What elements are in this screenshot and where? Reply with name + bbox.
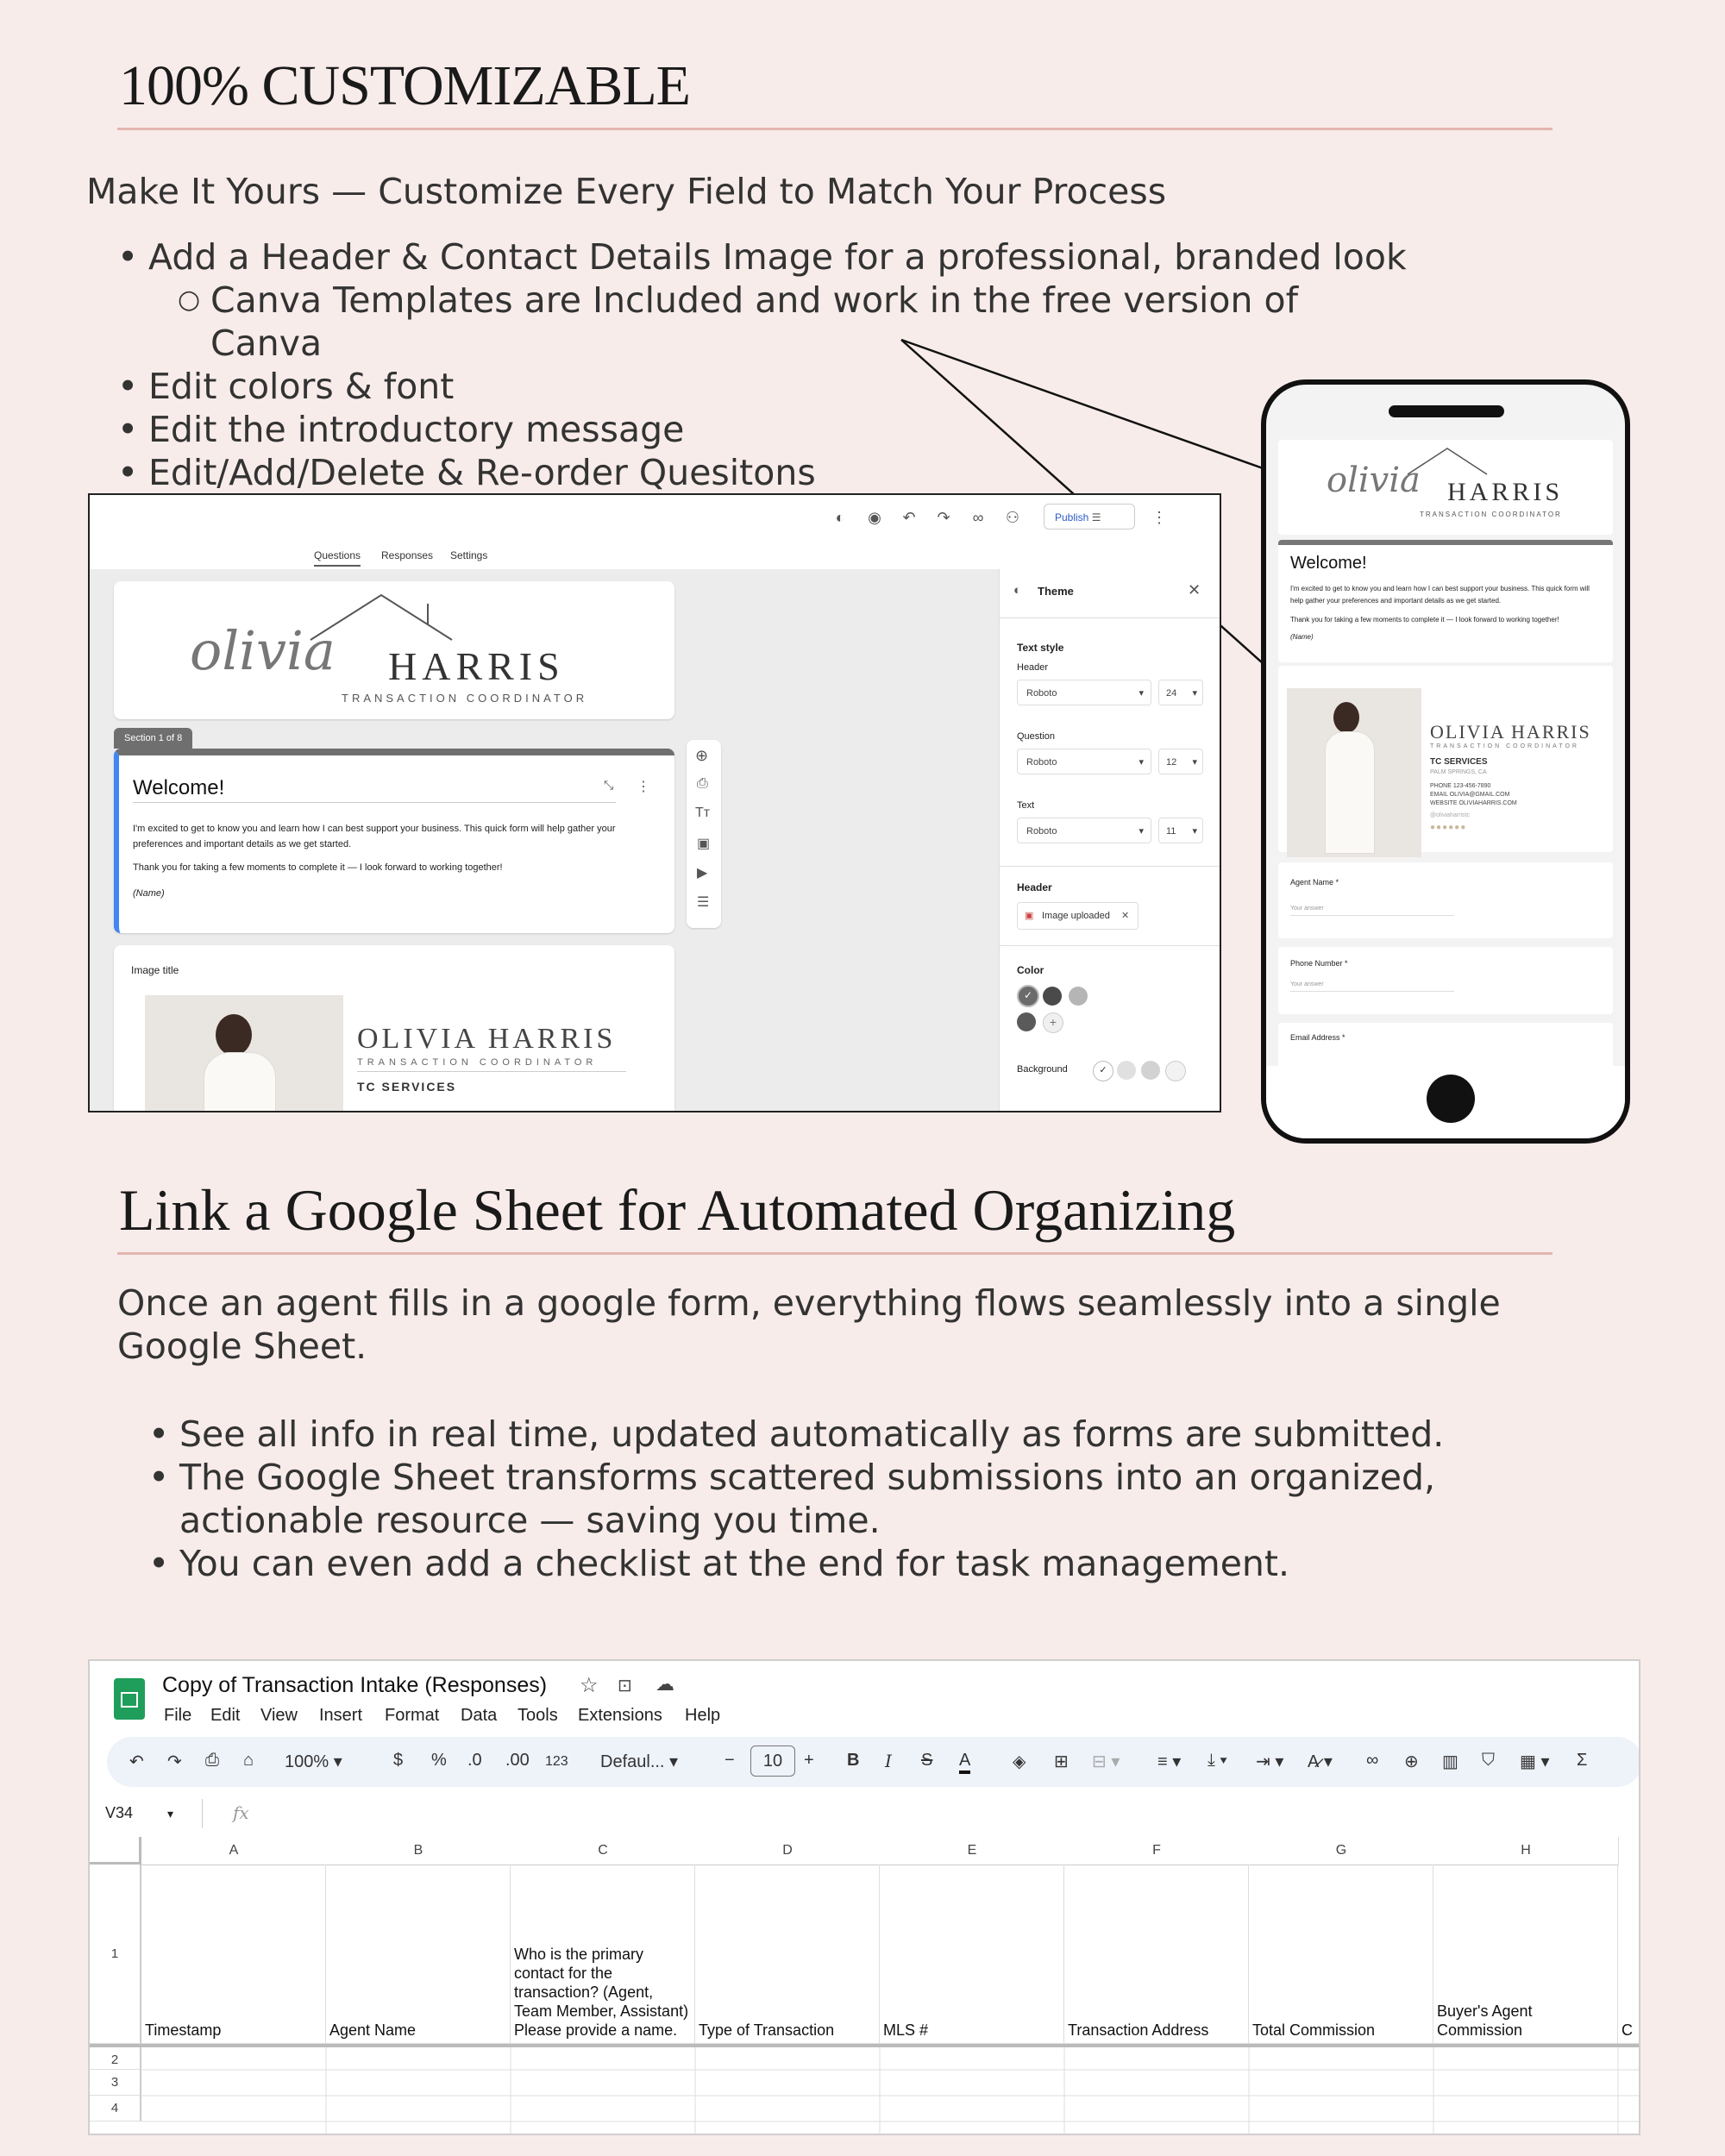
bg-swatch-selected[interactable]: ✓ <box>1093 1061 1113 1081</box>
filter-icon[interactable]: ⛉ <box>1482 1751 1495 1770</box>
logo-tagline: TRANSACTION COORDINATOR <box>342 692 588 705</box>
card-name: OLIVIA HARRIS <box>1430 721 1591 743</box>
card-handle: @oliviaharristc <box>1430 812 1471 818</box>
text-size-select[interactable]: 11 ▾ <box>1158 818 1203 843</box>
section-badge: Section 1 of 8 <box>114 728 192 749</box>
image-uploaded-chip[interactable]: ▣ Image uploaded ✕ <box>1017 902 1138 930</box>
cloud-status-icon[interactable]: ☁ <box>656 1673 674 1695</box>
column-header-h[interactable]: H <box>1433 1837 1619 1865</box>
list-item: • You can even add a checklist at the end for task management. <box>148 1542 1597 1585</box>
welcome-signature: (Name) <box>1290 633 1314 641</box>
image-card[interactable] <box>114 945 674 1112</box>
add-section-icon[interactable]: ☰ <box>697 895 710 910</box>
more-options-icon[interactable]: ⋮ <box>1151 509 1167 526</box>
logo-name: HARRIS <box>388 644 565 688</box>
paint-format-icon[interactable]: ⌂ <box>243 1751 254 1770</box>
insert-comment-icon[interactable]: ⊕ <box>1404 1752 1419 1771</box>
list-item: • Edit colors & font <box>117 365 1411 408</box>
text-font-select[interactable]: Roboto ▾ <box>1017 818 1151 843</box>
card-company: TC SERVICES <box>357 1080 457 1094</box>
insert-chart-icon[interactable]: ▥ <box>1442 1752 1458 1771</box>
undo-icon[interactable]: ↶ <box>129 1752 144 1771</box>
answer-input[interactable]: Your answer <box>1290 981 1454 992</box>
portrait-photo <box>145 995 343 1112</box>
header-cell[interactable]: Timestamp <box>141 1865 326 2044</box>
add-title-icon[interactable]: Tт <box>695 805 711 820</box>
remove-image-icon[interactable]: ✕ <box>1120 911 1130 921</box>
phone-question-card[interactable] <box>1278 862 1613 938</box>
welcome-paragraph-2: Thank you for taking a few moments to complete it — I look forward to working together! <box>1290 616 1559 624</box>
question-label: Phone Number * <box>1290 959 1348 968</box>
preview-eye-icon[interactable]: ◉ <box>868 509 881 526</box>
card-email: EMAIL OLIVIA@GMAIL.COM <box>1430 792 1510 798</box>
increase-font-size-icon[interactable]: + <box>804 1751 814 1770</box>
welcome-paragraph-1: I'm excited to get to know you and learn how I can best support your business. This quick form will help gather your preferences and important details as we get started. <box>1290 585 1590 605</box>
google-sheet-screenshot <box>88 1659 1640 2135</box>
horizontal-align-icon[interactable]: ≡ ▾ <box>1157 1752 1182 1771</box>
palette-icon[interactable]: ◐ <box>835 509 845 526</box>
question-label: Agent Name * <box>1290 878 1339 887</box>
bg-swatch[interactable] <box>1165 1061 1186 1081</box>
row-header-1[interactable]: 1 <box>90 1865 141 2044</box>
editor-toolbar <box>90 495 1220 570</box>
column-header-e[interactable]: E <box>880 1837 1065 1865</box>
color-swatch[interactable] <box>1017 1012 1036 1031</box>
menu-extensions[interactable]: Extensions <box>578 1706 662 1725</box>
welcome-paragraph-1: I'm excited to get to know you and learn how I can best support your business. This quick form will help gather your preferences and important details as we get started. <box>133 824 616 849</box>
color-swatch-selected[interactable]: ✓ <box>1017 985 1039 1007</box>
column-header-a[interactable]: A <box>141 1837 327 1865</box>
card-name: OLIVIA HARRIS <box>357 1023 617 1055</box>
tab-responses[interactable]: Responses <box>381 549 434 561</box>
header-cell-clipped[interactable]: C <box>1618 1865 1640 2044</box>
add-color-icon[interactable]: + <box>1043 1012 1063 1033</box>
card-more-icon[interactable]: ⋮ <box>637 780 650 794</box>
color-swatch[interactable] <box>1069 987 1088 1006</box>
section-subtitle: Make It Yours — Customize Every Field to Match Your Process <box>86 171 1167 212</box>
phone-header-card <box>1278 440 1613 535</box>
strikethrough-icon[interactable]: S <box>921 1751 933 1770</box>
zoom-select[interactable]: 100% ▾ <box>285 1752 342 1771</box>
editor-canvas <box>90 569 999 1111</box>
percent-format-button[interactable]: % <box>431 1751 447 1770</box>
answer-input[interactable]: Your answer <box>1290 906 1454 916</box>
header-cell[interactable]: Type of Transaction <box>695 1865 880 2044</box>
menu-format[interactable]: Format <box>385 1706 440 1725</box>
list-item: • Edit/Add/Delete & Re-order Quesitons <box>117 451 1411 494</box>
header-cell[interactable]: Transaction Address <box>1064 1865 1249 2044</box>
phone-welcome-card <box>1278 540 1613 662</box>
welcome-title: Welcome! <box>133 776 225 799</box>
header-cell[interactable]: Buyer's Agent Commission <box>1433 1865 1618 2044</box>
card-divider <box>357 1071 626 1072</box>
bg-swatch[interactable] <box>1141 1061 1160 1080</box>
question-font-label: Question <box>1017 731 1056 742</box>
background-label: Background <box>1017 1064 1068 1075</box>
list-item: • See all info in real time, updated automatically as forms are submitted. <box>148 1413 1597 1456</box>
title-divider <box>117 1252 1552 1255</box>
sheet-benefits-list <box>148 1413 1597 1585</box>
list-item: • Edit the introductory message <box>117 408 1411 451</box>
star-icon[interactable]: ☆ <box>580 1674 599 1697</box>
social-icons: ●●●●●● <box>1430 823 1467 832</box>
functions-icon[interactable]: Σ <box>1577 1751 1588 1770</box>
tab-questions[interactable]: Questions <box>314 549 361 567</box>
filter-views-icon[interactable]: ▦ ▾ <box>1520 1752 1550 1771</box>
add-image-icon[interactable]: ▣ <box>697 837 711 851</box>
print-icon[interactable]: ⎙ <box>205 1751 219 1770</box>
card-location: PALM SPRINGS, CA <box>1430 769 1487 775</box>
collapse-icon[interactable]: ⤡ <box>604 778 614 792</box>
row-header-4[interactable]: 4 <box>90 2096 141 2122</box>
menu-data[interactable]: Data <box>461 1706 498 1725</box>
logo-script: olivia <box>1327 461 1421 500</box>
logo-name: HARRIS <box>1447 478 1564 506</box>
bg-swatch[interactable] <box>1117 1061 1136 1080</box>
phone-mockup <box>1261 379 1630 1144</box>
phone-speaker <box>1389 405 1504 417</box>
welcome-signature: (Name) <box>133 888 165 899</box>
header-cell[interactable]: Who is the primary contact for the transaction? (Agent, Team Member, Assistant) Please provide a name. <box>511 1865 695 2044</box>
redo-icon[interactable]: ↷ <box>167 1752 182 1771</box>
column-header-d[interactable]: D <box>695 1837 881 1865</box>
font-select[interactable]: Defaul... ▾ <box>600 1752 679 1771</box>
fx-icon: fx <box>233 1802 249 1823</box>
phone-image-card <box>1278 666 1613 852</box>
column-header-g[interactable]: G <box>1249 1837 1434 1865</box>
question-label: Email Address * <box>1290 1033 1346 1042</box>
question-tools-bar <box>687 740 721 928</box>
text-rotation-icon[interactable]: A̷ ▾ <box>1308 1752 1333 1771</box>
list-item: • The Google Sheet transforms scattered submissions into an organized, actionable resource — saving you time. <box>148 1456 1597 1542</box>
close-icon[interactable]: ✕ <box>1188 581 1201 599</box>
header-image-card[interactable] <box>114 581 674 719</box>
palette-icon: ◐ <box>1013 583 1022 598</box>
more-formats-button[interactable]: 123 <box>545 1754 568 1769</box>
document-title[interactable]: Copy of Transaction Intake (Responses) <box>162 1673 548 1697</box>
text-wrap-icon[interactable]: ⇥ ▾ <box>1256 1752 1284 1771</box>
undo-icon[interactable]: ↶ <box>902 509 916 526</box>
row-header-2[interactable]: 2 <box>90 2044 141 2070</box>
color-label: Color <box>1017 964 1044 976</box>
merge-cells-icon[interactable]: ⊟ ▾ <box>1092 1752 1120 1771</box>
menu-help[interactable]: Help <box>685 1706 721 1725</box>
section-intro: Once an agent fills in a google form, everything flows seamlessly into a single Google Sheet. <box>117 1282 1501 1367</box>
section-title-customizable: 100% CUSTOMIZABLE <box>119 54 690 117</box>
card-role: TRANSACTION COORDINATOR <box>1430 743 1579 749</box>
question-font-select[interactable]: Roboto ▾ <box>1017 749 1151 774</box>
image-title: Image title <box>131 964 179 976</box>
bold-icon[interactable]: B <box>847 1751 860 1770</box>
section-title-google-sheet: Link a Google Sheet for Automated Organizing <box>119 1177 1236 1243</box>
card-phone: PHONE 123-456-7890 <box>1430 783 1491 789</box>
title-underline <box>133 802 616 803</box>
header-cell[interactable]: MLS # <box>880 1865 1064 2044</box>
image-icon: ▣ <box>1025 911 1034 921</box>
text-style-label: Text style <box>1017 642 1064 654</box>
header-cell[interactable]: Agent Name <box>326 1865 511 2044</box>
font-size-input[interactable]: 10 <box>750 1745 795 1777</box>
fill-color-icon[interactable]: ◈ <box>1013 1752 1026 1771</box>
card-role: TRANSACTION COORDINATOR <box>357 1057 598 1068</box>
add-question-icon[interactable]: ⊕ <box>695 747 709 764</box>
header-cell[interactable]: Total Commission <box>1249 1865 1433 2044</box>
add-collaborator-icon[interactable]: ⚇ <box>1005 509 1020 526</box>
italic-icon[interactable]: I <box>885 1751 892 1771</box>
list-item: ○ Canva Templates are Included and work in the free version of Canva <box>117 279 1411 365</box>
publish-button[interactable]: Publish ☰ <box>1044 504 1135 530</box>
phone-question-card[interactable] <box>1278 947 1613 1014</box>
menu-tools[interactable]: Tools <box>518 1706 558 1725</box>
theme-title: Theme <box>1038 585 1074 598</box>
menu-insert[interactable]: Insert <box>319 1706 363 1725</box>
text-font-label: Text <box>1017 800 1035 811</box>
card-website: WEBSITE OLIVIAHARRIS.COM <box>1430 800 1517 806</box>
insert-link-icon[interactable]: ∞ <box>1366 1751 1379 1770</box>
header-font-label: Header <box>1017 662 1049 673</box>
currency-format-button[interactable]: $ <box>393 1751 404 1770</box>
grid-lines <box>90 1661 1640 2134</box>
header-section-label: Header <box>1017 881 1052 893</box>
home-button[interactable] <box>1427 1075 1475 1123</box>
row-header-3[interactable]: 3 <box>90 2070 141 2096</box>
logo-script: olivia <box>190 619 336 682</box>
theme-panel <box>999 569 1220 1111</box>
column-header-b[interactable]: B <box>326 1837 511 1865</box>
increase-decimal-button[interactable]: .00 <box>505 1751 530 1770</box>
welcome-title: Welcome! <box>1290 554 1367 573</box>
list-item: • Add a Header & Contact Details Image for a professional, branded look <box>117 235 1411 279</box>
tab-settings[interactable]: Settings <box>450 549 488 561</box>
color-swatch[interactable] <box>1043 987 1062 1006</box>
portrait-photo <box>1287 688 1421 857</box>
borders-icon[interactable]: ⊞ <box>1054 1752 1069 1771</box>
welcome-card[interactable] <box>114 749 674 933</box>
header-size-select[interactable]: 24 ▾ <box>1158 680 1203 705</box>
column-header-f[interactable]: F <box>1064 1837 1250 1865</box>
redo-icon[interactable]: ↷ <box>937 509 950 526</box>
text-color-icon[interactable]: A <box>959 1751 970 1774</box>
add-video-icon[interactable]: ▶ <box>697 866 708 881</box>
vertical-align-icon[interactable]: ⤓ ▾ <box>1208 1751 1227 1770</box>
forms-editor-screenshot <box>88 493 1221 1112</box>
menu-file[interactable]: File <box>164 1706 192 1725</box>
menu-edit[interactable]: Edit <box>210 1706 241 1725</box>
decrease-font-size-icon[interactable]: − <box>724 1751 735 1770</box>
menu-view[interactable]: View <box>260 1706 298 1725</box>
link-icon[interactable]: ∞ <box>972 509 984 526</box>
decrease-decimal-button[interactable]: .0 <box>467 1751 482 1770</box>
header-font-select[interactable]: Roboto ▾ <box>1017 680 1151 705</box>
welcome-paragraph-2: Thank you for taking a few moments to complete it — I look forward to working together! <box>133 862 503 873</box>
import-question-icon[interactable]: ⎙ <box>697 776 708 791</box>
name-box[interactable]: V34 ▾ <box>105 1804 174 1821</box>
card-company: TC SERVICES <box>1430 757 1488 767</box>
move-folder-icon[interactable]: ⊡ <box>618 1677 632 1695</box>
question-size-select[interactable]: 12 ▾ <box>1158 749 1203 774</box>
column-header-c[interactable]: C <box>511 1837 696 1865</box>
logo-tagline: TRANSACTION COORDINATOR <box>1420 511 1562 518</box>
